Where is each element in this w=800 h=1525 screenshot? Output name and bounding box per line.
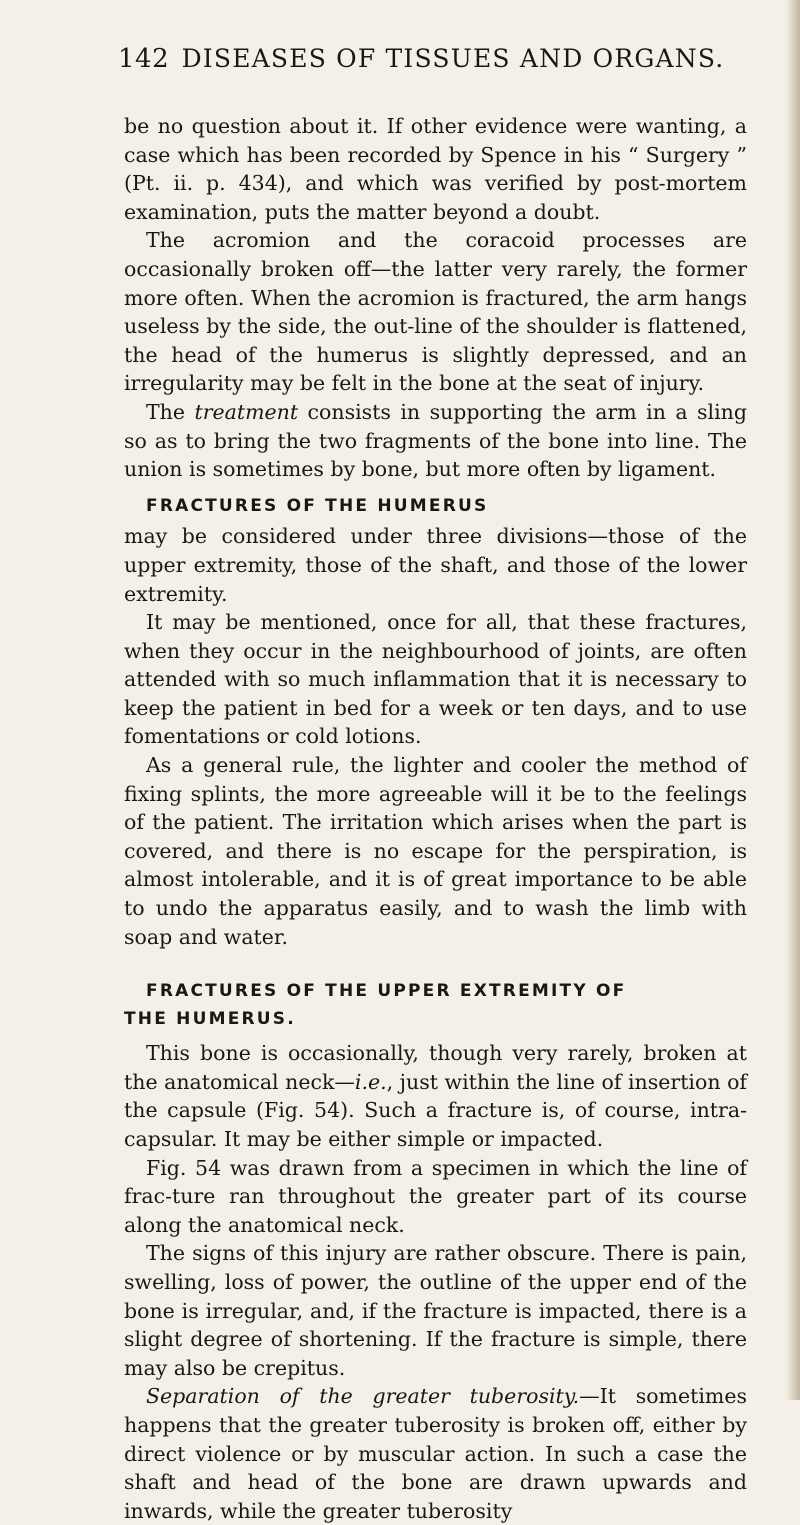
paragraph-treatment-pre: The bbox=[146, 399, 195, 424]
section-heading-fractures-humerus: FRACTURES OF THE HUMERUS bbox=[146, 495, 489, 516]
paragraph-greater-tuberosity bbox=[124, 1382, 747, 1525]
body-text bbox=[124, 112, 747, 1525]
paragraph-signs: The signs of this injury are rather obscure. There is pain, swelling, loss of power, the outline of the upper end of the bone is irregular, and, if the fracture is impacted, there is a slight degree of shortening. If the fracture is simple, there may also be crepitus. bbox=[124, 1241, 747, 1380]
paragraph-inflammation: It may be mentioned, once for all, that these fractures, when they occur in the neighbourhood of joints, are often attended with so much inflammation that it is necessary to keep the patient in bed for a week or ten days, and to use fomentations or cold lotions. bbox=[124, 610, 747, 749]
heading-line-1: FRACTURES OF THE UPPER EXTREMITY OF bbox=[146, 981, 627, 1002]
paragraph-treatment bbox=[124, 398, 747, 484]
page-number: 142 bbox=[118, 44, 170, 74]
treatment-emphasis: treatment bbox=[194, 399, 299, 424]
running-title: DISEASES OF TISSUES AND ORGANS. bbox=[181, 44, 725, 73]
paragraph-greater-tuberosity-post: —It sometimes happens that the greater tuberosity is broken off, either by direct violence or by muscular action. In such a case the shaft and head of the bone are drawn upwards and inwards, while the greater tuberosity bbox=[124, 1384, 748, 1523]
paragraph-anatomical-neck-post: , just within the line of insertion of the capsule (Fig. 54). Such a fracture is, of course, intra-capsular. It may be either simple or impacted. bbox=[124, 1069, 748, 1151]
running-head bbox=[118, 44, 748, 84]
paragraph-continuation: be no question about it. If other evidence were wanting, a case which has been recorded by Spence in his “ Surgery ” (Pt. ii. p. 434), and which was verified by post-mortem examination, puts the matter beyond a doubt. bbox=[124, 114, 747, 224]
paragraph-divisions: may be considered under three divisions—those of the upper extremity, those of the shaft, and those of the lower extremity. bbox=[124, 524, 747, 606]
paragraph-anatomical-neck-pre: This bone is occasionally, though very rarely, broken at the anatomical neck— bbox=[124, 1041, 747, 1094]
ie-emphasis: i.e. bbox=[354, 1069, 387, 1094]
tuberosity-emphasis: Separation of the greater tuberosity. bbox=[146, 1384, 580, 1409]
paragraph-acromion: The acromion and the coracoid processes are occasionally broken off—the latter very rarely, the former more often. When the acromion is fractured, the arm hangs useless by the side, the out-line of the shoulder is flattened, the head of the humerus is slightly depressed, and an irregularity may be felt in the bone at the seat of injury. bbox=[124, 228, 747, 396]
paragraph-treatment-post: consists in supporting the arm in a sling so as to bring the two fragments of the bone into line. The union is sometimes by bone, but more often by ligament. bbox=[124, 399, 747, 482]
heading-line-2: THE HUMERUS. bbox=[124, 1009, 296, 1030]
section-heading-upper-extremity bbox=[124, 977, 747, 1033]
page-edge-shadow bbox=[786, 0, 800, 1400]
paragraph-splints: As a general rule, the lighter and cooler the method of fixing splints, the more agreeable will it be to the feelings of the patient. The irritation which arises when the part is covered, and there is no escape for the perspiration, is almost intolerable, and it is of great importance to be able to undo the apparatus easily, and to wash the limb with soap and water. bbox=[124, 753, 747, 949]
paragraph-fig-54: Fig. 54 was drawn from a specimen in which the line of frac-ture ran throughout the greater part of its course along the anatomical neck. bbox=[124, 1155, 747, 1237]
paragraph-anatomical-neck bbox=[124, 1039, 747, 1153]
